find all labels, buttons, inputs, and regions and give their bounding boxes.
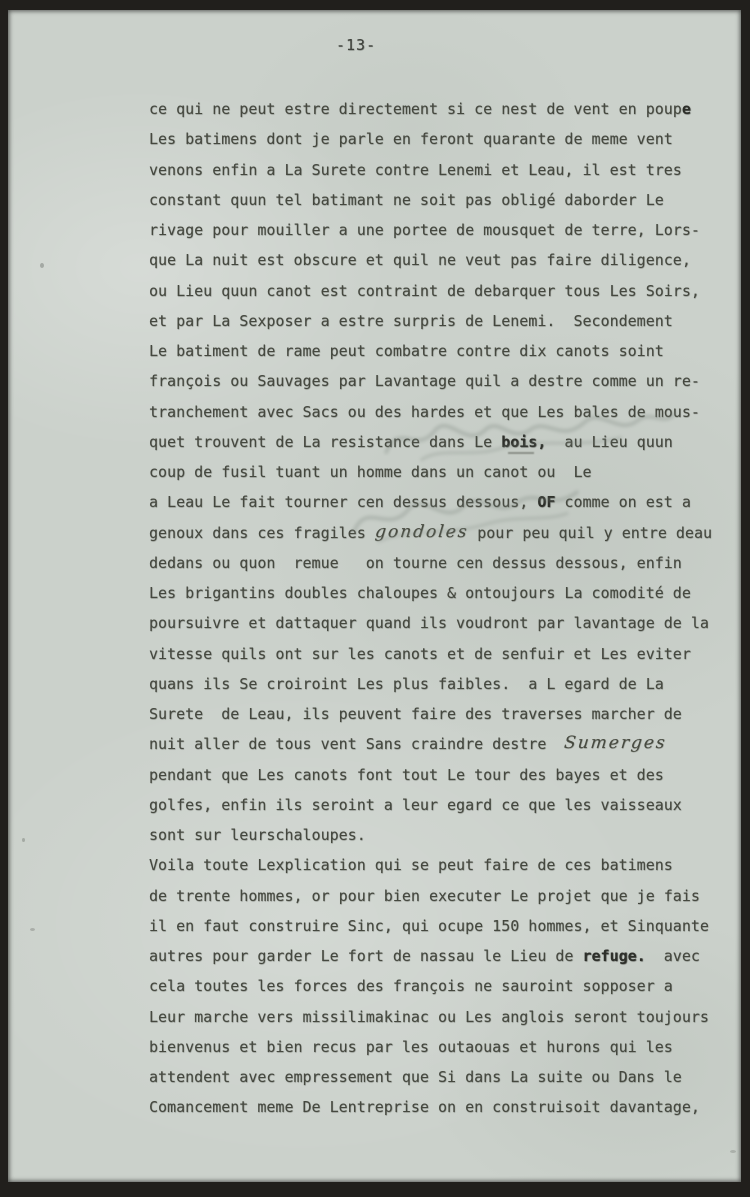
text-block: [149, 94, 729, 1123]
text-line: [149, 639, 729, 669]
text-line: [149, 215, 729, 245]
typed-text: coup de fusil tuant un homme dans un canot ou Le: [149, 463, 592, 481]
typed-text: e: [681, 100, 691, 118]
typed-text: Comancement meme De Lentreprise on en construisoit davantage,: [149, 1098, 700, 1117]
typed-text: Voila toute Lexplication qui se peut faire de ces batimens: [149, 856, 673, 875]
text-line: [149, 457, 729, 487]
typed-text: Les batimens dont je parle en feront quarante de meme vent: [149, 130, 673, 149]
underline-mark: [508, 452, 534, 454]
paper-speck: [730, 1150, 736, 1153]
typed-text: constant quun tel batimant ne soit pas obligé daborder Le: [149, 190, 664, 209]
typed-text: quet trouvent de La resistance dans Le: [149, 432, 502, 451]
text-line: [149, 850, 729, 880]
text-line: [149, 427, 729, 457]
typed-text: Surete de Leau, ils peuvent faire des traverses marcher de: [149, 705, 682, 723]
typed-text: françois ou Sauvages par Lavantage quil a destre comme un re-: [149, 372, 700, 391]
text-line: [149, 336, 729, 366]
typed-text: bois,: [501, 432, 547, 451]
typed-text: au Lieu quun: [546, 432, 673, 451]
typed-text: OF: [537, 493, 556, 512]
typed-text: a Leau Le fait tourner cen dessus dessous,: [149, 493, 538, 512]
typed-text: Les brigantins doubles chaloupes & ontoujours La comodité de: [149, 584, 691, 602]
page-number: -13-: [336, 36, 377, 54]
typed-text: que La nuit est obscure et quil ne veut pas faire diligence,: [149, 251, 691, 270]
typed-text: pour peu quil y entre deau: [468, 523, 713, 542]
text-line: [149, 155, 729, 185]
text-line: [149, 578, 729, 608]
typed-text: poursuivre et dattaquer quand ils voudront par lavantage de la: [149, 614, 709, 633]
handwritten-word: Sumerges: [563, 733, 669, 754]
text-line: [149, 487, 729, 517]
text-line: [149, 971, 729, 1001]
typed-text: Le batiment de rame peut combatre contre dix canots soint: [149, 342, 664, 360]
typed-text: sont sur leurschaloupes.: [149, 826, 366, 844]
typed-text: venons enfin a La Surete contre Lenemi et Leau, il est tres: [149, 160, 682, 179]
typed-text: dedans ou quon remue on tourne cen dessus dessous, enfin: [149, 553, 682, 572]
text-line: [149, 1062, 729, 1092]
typed-text: attendent avec empressement que Si dans La suite ou Dans le: [149, 1068, 682, 1086]
typed-text: nuit aller de tous vent Sans craindre destre: [149, 735, 565, 754]
typed-text: bienvenus et bien recus par les outaouas et hurons qui les: [149, 1037, 673, 1056]
typed-text: Leur marche vers missilimakinac ou Les anglois seront toujours: [149, 1007, 709, 1026]
typed-text: ou Lieu quun canot est contraint de debarquer tous Les Soirs,: [149, 281, 700, 300]
text-line: [149, 276, 729, 306]
typed-text: rivage pour mouiller a une portee de mousquet de terre, Lors-: [149, 221, 700, 239]
typed-text: autres pour garder Le fort de nassau le Lieu de: [149, 947, 583, 965]
text-line: [149, 790, 729, 820]
text-line: [149, 518, 729, 548]
text-line: [149, 699, 729, 729]
text-line: [149, 608, 729, 638]
typed-text: golfes, enfin ils seroint a leur egard ce que les vaisseaux: [149, 795, 682, 814]
typed-text: cela toutes les forces des françois ne sauroint sopposer a: [149, 977, 673, 996]
text-line: [149, 245, 729, 275]
text-line: [149, 306, 729, 336]
text-line: [149, 820, 729, 850]
text-line: [149, 669, 729, 699]
text-line: [149, 729, 729, 759]
text-line: [149, 1002, 729, 1032]
typed-text: quans ils Se croiroint Les plus faibles. a L egard de La: [149, 674, 664, 693]
text-line: [149, 1032, 729, 1062]
typed-text: et par La Sexposer a estre surpris de Lenemi. Secondement: [149, 311, 673, 330]
text-line: [149, 366, 729, 396]
text-line: [149, 911, 729, 941]
text-line: [149, 760, 729, 790]
paper-speck: [30, 928, 35, 931]
typed-text: ce qui ne peut estre directement si ce nest de vent en poup: [149, 100, 682, 118]
text-line: [149, 1092, 729, 1122]
text-line: [149, 941, 729, 971]
paper-sheet: [8, 10, 741, 1182]
typed-text: avec: [645, 947, 700, 965]
typed-text: de trente hommes, or pour bien executer Le projet que je fais: [149, 886, 700, 905]
typed-text: vitesse quils ont sur les canots et de senfuir et Les eviter: [149, 644, 691, 663]
typed-text: refuge.: [582, 947, 646, 965]
paper-speck: [40, 263, 44, 268]
text-line: [149, 881, 729, 911]
text-line: [149, 397, 729, 427]
typed-text: tranchement avec Sacs ou des hardes et que Les bales de mous-: [149, 402, 700, 421]
typed-text: il en faut construire Sinc, qui ocupe 150 hommes, et Sinquante: [149, 916, 709, 935]
typed-text: genoux dans ces fragiles: [149, 523, 375, 542]
text-line: [149, 548, 729, 578]
text-line: [149, 94, 729, 124]
typed-text: pendant que Les canots font tout Le tour des bayes et des: [149, 765, 664, 784]
typed-text: comme on est a: [555, 493, 691, 512]
text-line: [149, 124, 729, 154]
handwritten-word: gondoles: [373, 521, 470, 542]
text-line: [149, 185, 729, 215]
paper-speck: [22, 838, 25, 842]
